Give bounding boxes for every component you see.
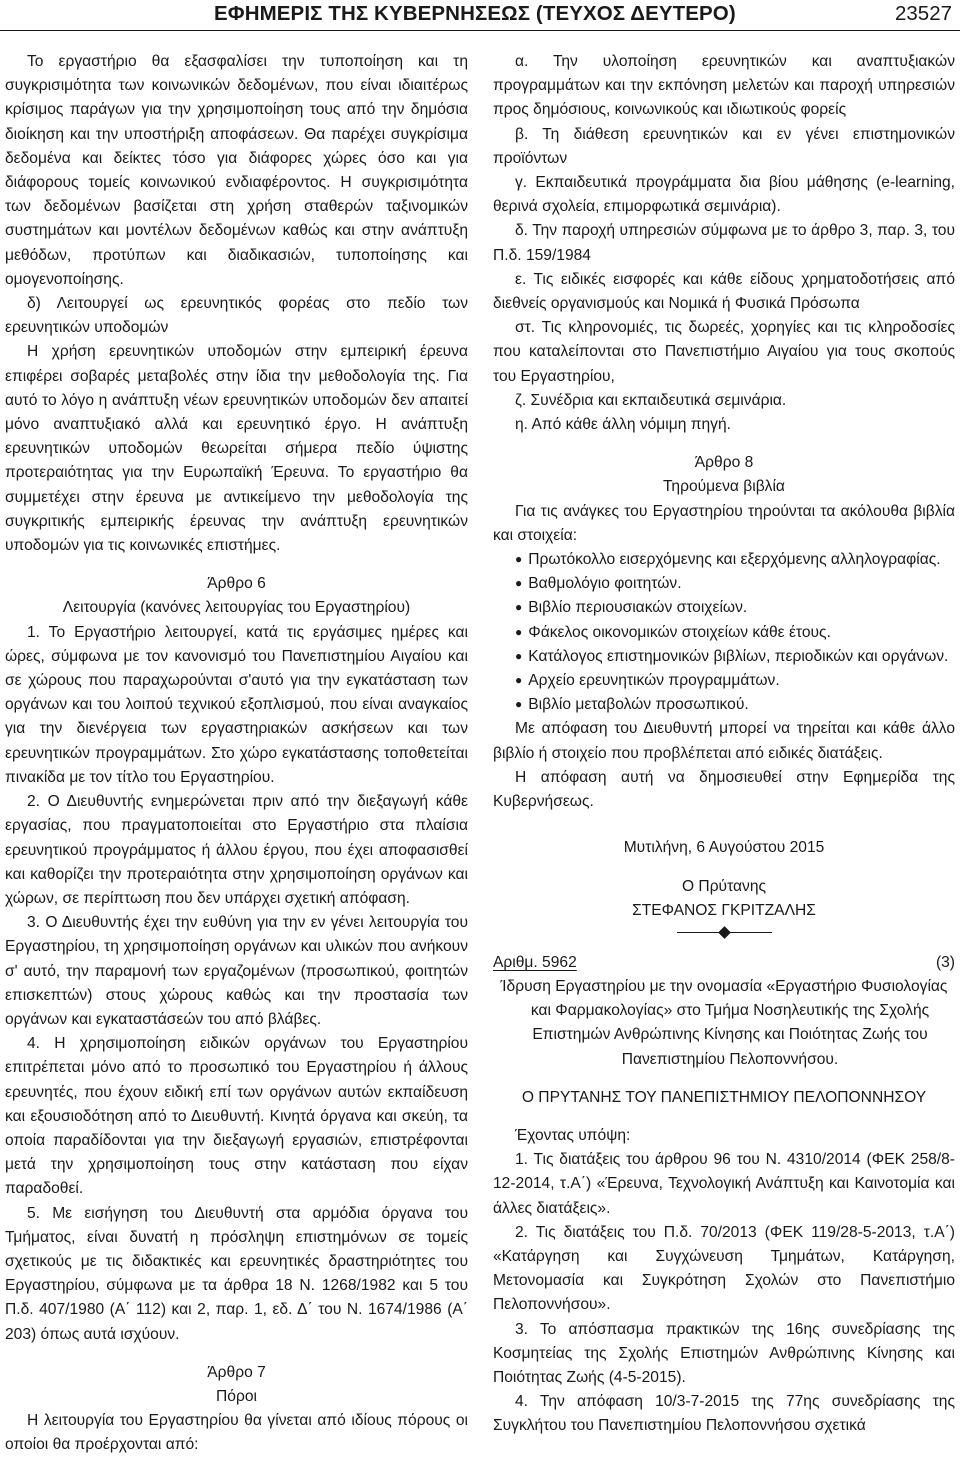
resource-e: ε. Τις ειδικές εισφορές και κάθε είδους χρηματοδοτήσεις από διεθνείς οργανισμούς και Νομικά ή Φυσικά Πρόσωπα <box>493 270 955 313</box>
signer-name: ΣΤΕΦΑΝΟΣ ΓΚΡΙΤΖΑΛΗΣ <box>632 901 816 919</box>
resource-b: β. Τη διάθεση ερευνητικών και εν γένει επιστημονικών προϊόντων <box>493 125 955 167</box>
page-number: 23527 <box>894 2 952 25</box>
article-6-subtitle: Λειτουργία (κανόνες λειτουργίας του Εργαστηρίου) <box>62 599 411 617</box>
considering-item-3: 3. Το απόσπασμα πρακτικών της 16ης συνεδρίασης της Κοσμητείας της Σχολής Επιστημών Ανθρώπινης Κίνησης και Ποιότητας Ζωής (4-5-2015). <box>493 1320 955 1386</box>
article-8-title: Άρθρο 8 <box>694 454 754 472</box>
article-6-item-1: 1. Το Εργαστήριο λειτουργεί, κατά τις εργάσιμες ημέρες και ώρες, σύμφωνα με τον κανονισμό του Πανεπιστημίου Αιγαίου και σε χώρους που παραχωρούνται σ'αυτό για την εγκατάσταση των οργάνων και του λοιπού τεχνικού εξοπλισμού, που είναι αναγκαίος για την διενέργεια των εργαστηριακών ασκήσεων και των ερευνητικών προγραμμάτων. Στο χώρο εγκατάστασης τοποθετείται πινακίδα με τον τίτλο του Εργαστηρίου. <box>5 623 468 786</box>
book-item: ● Βαθμολόγιο φοιτητών. <box>493 572 955 596</box>
article-6-item-3: 3. Ο Διευθυντής έχει την ευθύνη για την εν γένει λειτουργία του Εργαστηρίου, τη χρησιμοποίηση οργάνων και υλικών που ανήκουν σ' αυτό, την παραμονή των εργαζομένων (προσωπικού, φοιτητών επισκεπτών) στους χώρους καθώς και την προστασία των οργάνων και εγκαταστάσεών του από βλάβες. <box>5 914 468 1028</box>
considering-item-4: 4. Την απόφαση 10/3-7-2015 της 77ης συνεδρίασης της Συγκλήτου του Πανεπιστημίου Πελοποννήσου σχετικά <box>493 1393 955 1435</box>
resource-st: στ. Τις κληρονομιές, τις δωρεές, χορηγίες και τις κληροδοσίες που καταλείπονται στο Πανεπιστήμιο Αιγαίου για τους σκοπούς του Εργαστηρίου, <box>493 319 955 385</box>
gazette-title: ΕΦΗΜΕΡΙΣ ΤΗΣ ΚΥΒΕΡΝΗΣΕΩΣ (ΤΕΥΧΟΣ ΔΕΥΤΕΡΟ) <box>214 2 736 25</box>
article-8-publication: Η απόφαση αυτή να δημοσιευθεί στην Εφημερίδα της Κυβερνήσεως. <box>493 768 955 811</box>
book-item: ● Αρχείο ερευνητικών προγραμμάτων. <box>493 669 955 693</box>
book-item: ● Φάκελος οικονομικών στοιχείων κάθε έτους. <box>493 621 955 645</box>
book-item: ● Βιβλίο μεταβολών προσωπικού. <box>493 693 955 717</box>
section-separator-ornament <box>493 925 955 941</box>
decision-title: Ίδρυση Εργαστηρίου με την ονομασία «Εργαστήριο Φυσιολογίας και Φαρμακολογίας» στο Τμήμα Νοσηλευτικής της Σχολής Επιστημών Ανθρώπινης Κίνησης και Ποιότητας Ζωής του Πανεπιστημίου Πελοποννήσου. <box>500 977 948 1068</box>
article-6-item-2: 2. Ο Διευθυντής ενημερώνεται πριν από την διεξαγωγή κάθε εργασίας, που πραγματοποιείται στο Εργαστήριο στα πλαίσια ερευνητικού προγράμματος ή άλλου έργου, που έχει αποφασισθεί και καθορίζει την προτεραιότητα στην χρησιμοποίηση οργάνων και χώρων, σε περίπτωση που δεν υπάρχει σχετική απόφαση. <box>5 793 468 907</box>
book-item: ● Κατάλογος επιστημονικών βιβλίων, περιοδικών και οργάνων. <box>493 645 955 669</box>
considering-item-1: 1. Τις διατάξεις του άρθρου 96 του Ν. 4310/2014 (ΦΕΚ 258/8-12-2014, τ.Α΄) «Έρευνα, Τεχνολογική Ανάπτυξη και Καινοτομία και άλλες διατάξεις». <box>493 1151 955 1217</box>
article-6-title: Άρθρο 6 <box>207 575 266 593</box>
page-header <box>0 0 960 31</box>
article-8-subtitle: Τηρούμενα βιβλία <box>663 478 785 496</box>
paragraph-research-body: δ) Λειτουργεί ως ερευνητικός φορέας στο πεδίο των ερευνητικών υποδομών <box>5 295 468 337</box>
left-column <box>5 50 468 1458</box>
article-6-item-4: 4. Η χρησιμοποίηση ειδικών οργάνων του Εργαστηρίου επιτρέπεται μόνο από το προσωπικό του Εργαστηρίου ή άλλους ερευνητές, που έχουν ειδική επί των οργάνων αυτών εκπαίδευση και εξουσιοδότηση από το Διευθυντή. Κινητά όργανα και σκεύη, τα οποία παραδίδονται για την διεξαγωγή εργασιών, επιστρέφονται μετά την χρησιμοποίηση τους στην κατάσταση που είχαν παραδοθεί. <box>5 1035 468 1198</box>
book-item: ● Βιβλίο περιουσιακών στοιχείων. <box>493 596 955 620</box>
resource-z: ζ. Συνέδρια και εκπαιδευτικά σεμινάρια. <box>515 391 787 409</box>
decision-sequence: (3) <box>935 953 955 971</box>
decision-number-row <box>493 951 955 975</box>
resource-i: η. Από κάθε άλλη νόμιμη πηγή. <box>515 416 731 434</box>
signer-role: Ο Πρύτανης <box>681 877 767 895</box>
resource-a: α. Την υλοποίηση ερευνητικών και αναπτυξιακών προγραμμάτων και την εκπόνηση μελετών και παροχή υπηρεσιών προς δημόσιους, κοινωνικούς και ιδιωτικούς φορείς <box>493 53 955 119</box>
decision-number: Αριθμ. 5962 <box>493 953 577 971</box>
article-7-subtitle: Πόροι <box>216 1387 257 1405</box>
resource-d: δ. Την παροχή υπηρεσιών σύμφωνα με το άρθρο 3, παρ. 3, του Π.δ. 159/1984 <box>493 222 955 264</box>
considering-heading: Έχοντας υπόψη: <box>515 1126 631 1144</box>
paragraph-infrastructures: Η χρήση ερευνητικών υποδομών στην εμπειρική έρευνα επιφέρει σοβαρές μεταβολές στην ίδια την μεθοδολογία της. Για αυτό το λόγο η ανάπτυξη νέων ερευνητικών υποδομών δεν απαιτεί μόνο αναπτυξιακό αλλά και ερευνητικό έργο. Η ανάπτυξη ερευνητικών υποδομών θεωρείται σήμερα πεδίο ύψιστης προτεραιότητας για την Ευρωπαϊκή Έρευνα. Το εργαστήριο θα συμμετέχει στην έρευνα με αντικείμενο την μεθοδολογία της συγκριτικής εμπειρικής έρευνας την ανάπτυξη ερευνητικών υποδομών για τις κοινωνικές επιστήμες. <box>5 343 468 555</box>
book-item: ● Πρωτόκολλο εισερχόμενης και εξερχόμενης αλληλογραφίας. <box>493 548 955 572</box>
article-6-item-5: 5. Με εισήγηση του Διευθυντή στα αρμόδια όργανα του Τμήματος, είναι δυνατή η πρόσληψη επιστημόνων σε τομείς σχετικούς με τις διδακτικές και ερευνητικές δραστηριότητες του Εργαστηρίου, σύμφωνα με τα άρθρα 18 Ν. 1268/1982 και 5 του Π.δ. 407/1980 (Α΄ 112) και 2, παρ. 1, εδ. Δ΄ του Ν. 1674/1986 (Α΄ 203) όπως αυτά ισχύουν. <box>5 1204 468 1343</box>
considering-item-2: 2. Τις διατάξεις του Π.δ. 70/2013 (ΦΕΚ 119/28-5-2013, τ.Α΄) «Κατάργηση και Συγχώνευση Τμημάτων, Κατάργηση, Μετονομασία και Συγκρότηση Σχολών στο Πανεπιστήμιο Πελοποννήσου». <box>493 1223 955 1314</box>
resource-c: γ. Εκπαιδευτικά προγράμματα δια βίου μάθησης (e-learning, θερινά σχολεία, επιμορφωτικά σεμινάρια). <box>493 174 955 216</box>
paragraph-comparability: Το εργαστήριο θα εξασφαλίσει την τυποποίηση και τη συγκρισιμότητα των κοινωνικών δεδομένων, που είναι ιδιαιτέρως κρίσιμος παράγων για την χρησιμοποίηση τους από την δημόσια διοίκηση και την υποστήριξη αποφάσεων. Θα παρέχει συγκρίσιμα δεδομένα και δείκτες τόσο για διάφορες χώρες όσο και για διάφορους τομείς κοινωνικού ενδιαφέροντος. Η συγκρισιμότητα των δεδομένων βασίζεται στη χρήση σταθερών ταξινομικών συστημάτων και μοντέλων δεδομένων καθώς και στην ανάπτυξη μεθόδων, προτύπων και διαδικασιών, τυποποίησης και ομογενοποίησης. <box>5 53 468 288</box>
article-7-intro: Η λειτουργία του Εργαστηρίου θα γίνεται από ιδίους πόρους οι οποίοι θα προέρχονται από: <box>5 1412 468 1454</box>
place-date: Μυτιλήνη, 6 Αυγούστου 2015 <box>623 839 825 857</box>
right-column <box>493 50 955 1439</box>
article-8-more-books: Με απόφαση του Διευθυντή μπορεί να τηρείται και κάθε άλλο βιβλίο ή στοιχείο που προβλέπεται από ειδικές διατάξεις. <box>493 720 955 762</box>
article-7-title: Άρθρο 7 <box>207 1363 266 1381</box>
article-8-intro: Για τις ανάγκες του Εργαστηρίου τηρούνται τα ακόλουθα βιβλία και στοιχεία: <box>493 502 955 544</box>
issuing-authority: Ο ΠΡΥΤΑΝΗΣ ΤΟΥ ΠΑΝΕΠΙΣΤΗΜΙΟΥ ΠΕΛΟΠΟΝΝΗΣΟΥ <box>521 1088 927 1106</box>
